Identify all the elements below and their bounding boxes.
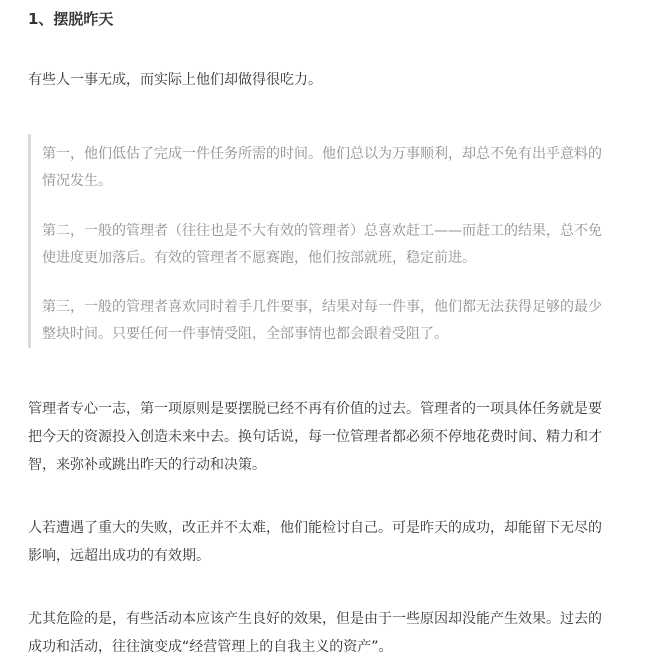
section-heading: 1、摆脱昨天 [28,10,114,28]
quote-item-first: 第一，他们低估了完成一件任务所需的时间。他们总以为万事顺利，却总不免有出乎意料的情况发生。 [42,146,602,189]
body-paragraph: 尤其危险的是，有些活动本应该产生良好的效果，但是由于一些原因却没能产生效果。过去的成功和活动，往往演变成“经营管理上的自我主义的资产”。 [28,611,602,655]
quote-item-third: 第三，一般的管理者喜欢同时着手几件要事，结果对每一件事，他们都无法获得足够的最少整块时间。只要任何一件事情受阻，全部事情也都会跟着受阻了。 [42,299,602,342]
body-paragraph: 管理者专心一志，第一项原则是要摆脱已经不再有价值的过去。管理者的一项具体任务就是要把今天的资源投入创造未来中去。换句话说，每一位管理者都必须不停地花费时间、精力和才智，来弥补或跳出昨天的行动和决策。 [28,401,602,473]
body-paragraph: 人若遭遇了重大的失败，改正并不太难，他们能检讨自己。可是昨天的成功，却能留下无尽的影响，远超出成功的有效期。 [28,520,602,564]
quote-item-second: 第二，一般的管理者（往往也是不大有效的管理者）总喜欢赶工——而赶工的结果，总不免使进度更加落后。有效的管理者不愿赛跑，他们按部就班，稳定前进。 [42,223,602,266]
intro-paragraph: 有些人一事无成，而实际上他们却做得很吃力。 [28,72,322,88]
blockquote [28,134,614,348]
